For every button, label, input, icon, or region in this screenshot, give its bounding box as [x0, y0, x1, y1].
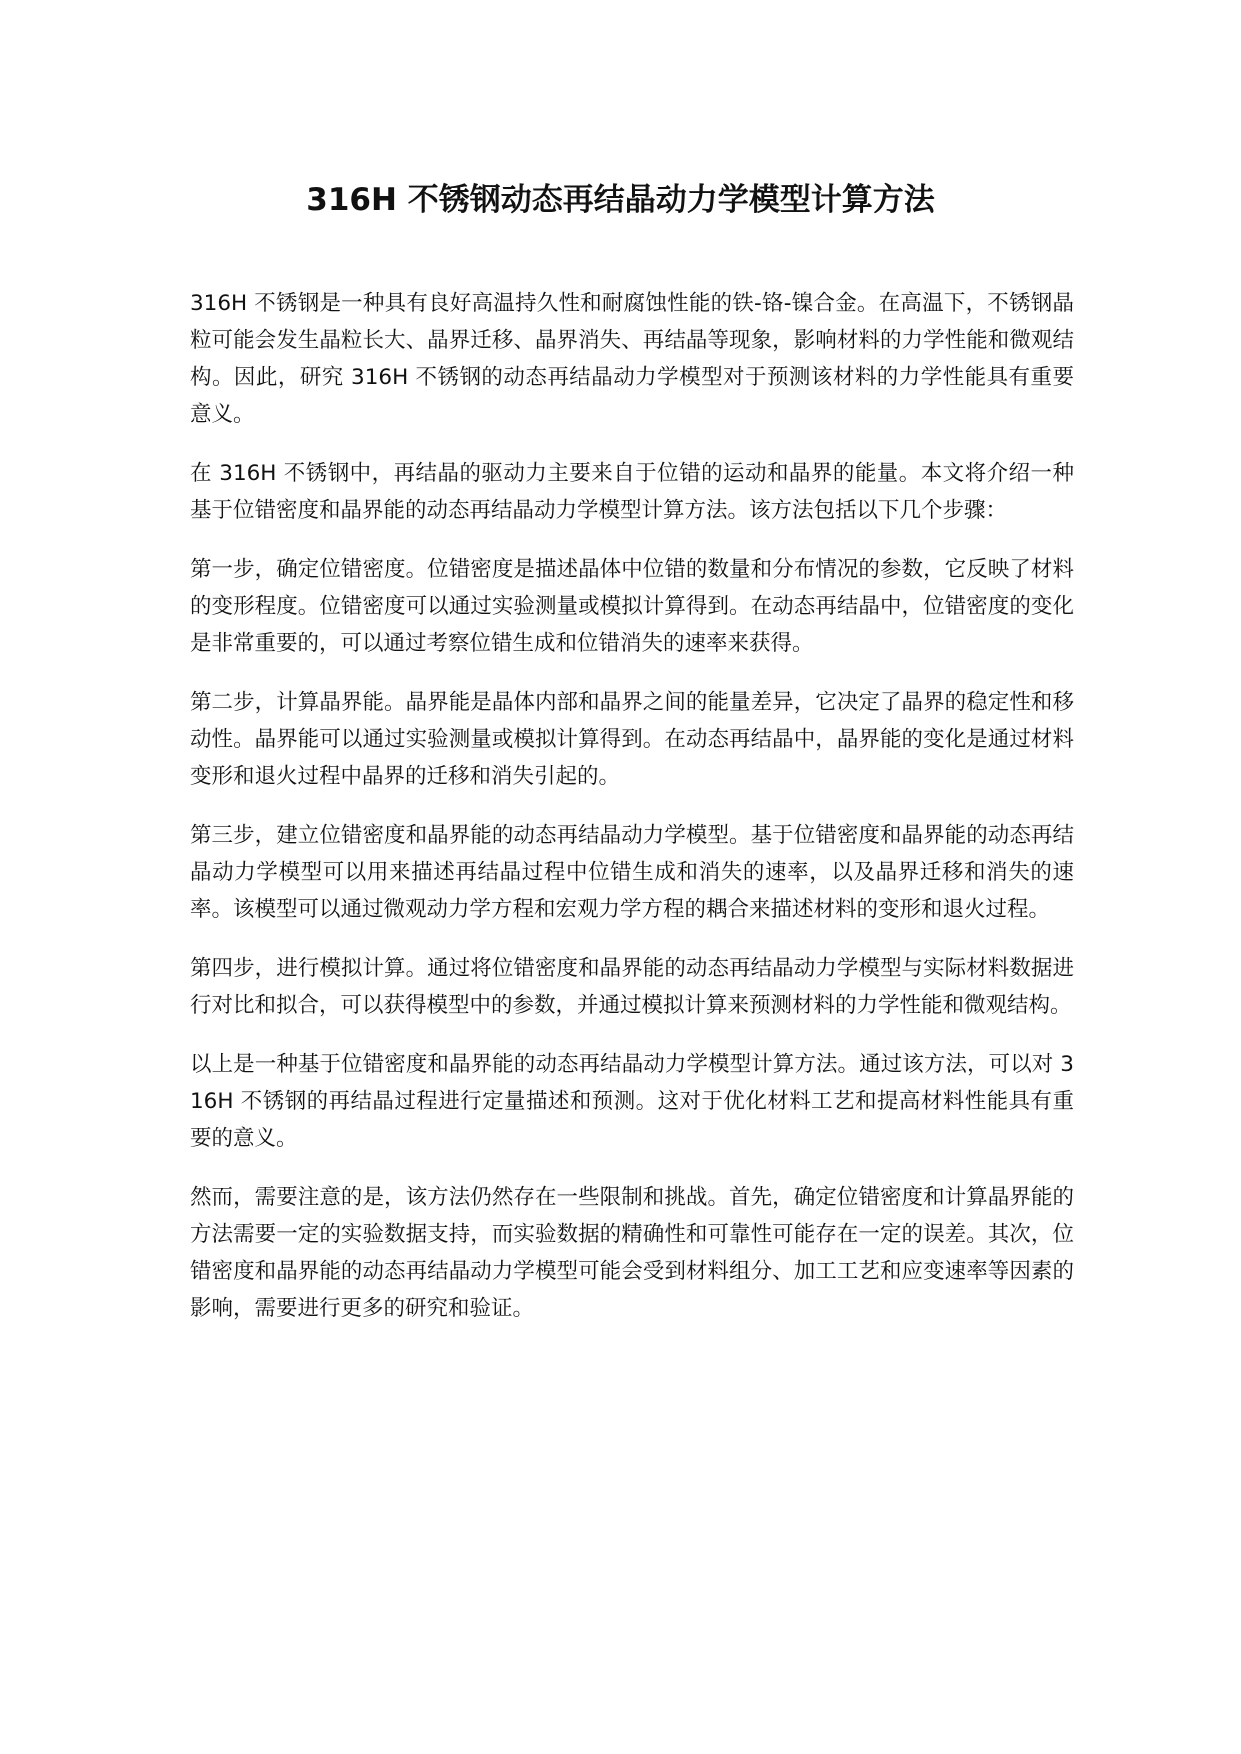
paragraph-overview: 在 316H 不锈钢中，再结晶的驱动力主要来自于位错的运动和晶界的能量。本文将介绍一种基于位错密度和晶界能的动态再结晶动力学模型计算方法。该方法包括以下几个步骤： — [190, 461, 1074, 523]
paragraph-summary: 以上是一种基于位错密度和晶界能的动态再结晶动力学模型计算方法。通过该方法，可以对 316H 不锈钢的再结晶过程进行定量描述和预测。这对于优化材料工艺和提高材料性能具有重要的意义。 — [190, 1052, 1074, 1151]
paragraph-intro: 316H 不锈钢是一种具有良好高温持久性和耐腐蚀性能的铁-铬-镍合金。在高温下，不锈钢晶粒可能会发生晶粒长大、晶界迁移、晶界消失、再结晶等现象，影响材料的力学性能和微观结构。因此，研究 316H 不锈钢的动态再结晶动力学模型对于预测该材料的力学性能具有重要意义。 — [190, 291, 1074, 427]
paragraph-limitations: 然而，需要注意的是，该方法仍然存在一些限制和挑战。首先，确定位错密度和计算晶界能的方法需要一定的实验数据支持，而实验数据的精确性和可靠性可能存在一定的误差。其次，位错密度和晶界能的动态再结晶动力学模型可能会受到材料组分、加工工艺和应变速率等因素的影响，需要进行更多的研究和验证。 — [190, 1185, 1074, 1321]
paragraph-step-4: 第四步，进行模拟计算。通过将位错密度和晶界能的动态再结晶动力学模型与实际材料数据进行对比和拟合，可以获得模型中的参数，并通过模拟计算来预测材料的力学性能和微观结构。 — [190, 956, 1074, 1018]
document-body — [190, 285, 1074, 1349]
paragraph-step-1: 第一步，确定位错密度。位错密度是描述晶体中位错的数量和分布情况的参数，它反映了材料的变形程度。位错密度可以通过实验测量或模拟计算得到。在动态再结晶中，位错密度的变化是非常重要的，可以通过考察位错生成和位错消失的速率来获得。 — [190, 557, 1074, 656]
paragraph-step-2: 第二步，计算晶界能。晶界能是晶体内部和晶界之间的能量差异，它决定了晶界的稳定性和移动性。晶界能可以通过实验测量或模拟计算得到。在动态再结晶中，晶界能的变化是通过材料变形和退火过程中晶界的迁移和消失引起的。 — [190, 690, 1074, 789]
paragraph-step-3: 第三步，建立位错密度和晶界能的动态再结晶动力学模型。基于位错密度和晶界能的动态再结晶动力学模型可以用来描述再结晶过程中位错生成和消失的速率，以及晶界迁移和消失的速率。该模型可以通过微观动力学方程和宏观力学方程的耦合来描述材料的变形和退火过程。 — [190, 823, 1074, 922]
document-title: 316H 不锈钢动态再结晶动力学模型计算方法 — [306, 182, 935, 218]
